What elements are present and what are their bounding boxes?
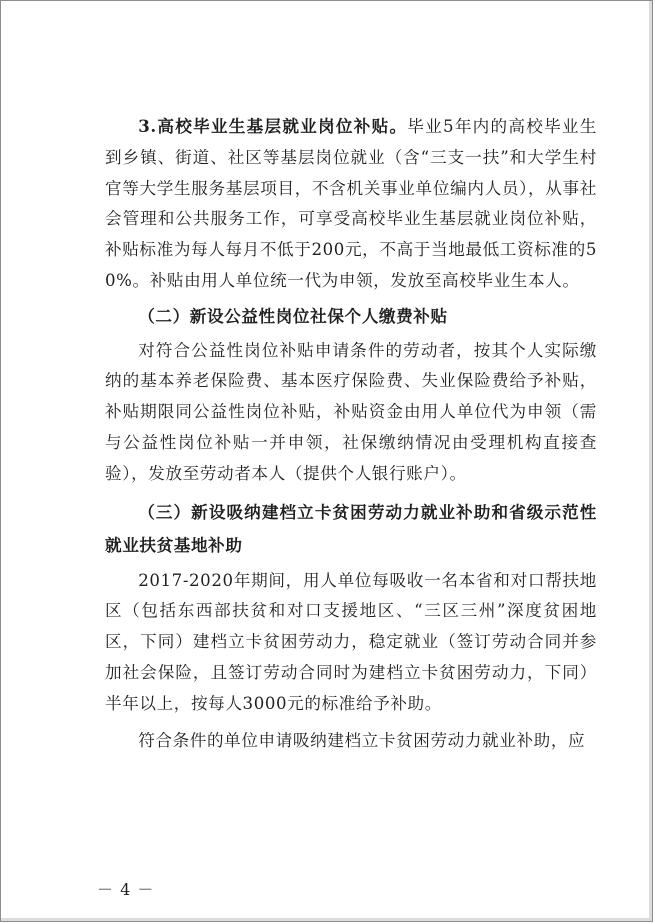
scan-edge-bottom (1, 918, 652, 921)
page-number: － 4 － (97, 880, 155, 899)
section-heading-2: （二）新设公益性岗位社保个人缴费补贴 (138, 305, 448, 326)
paragraph-section-2: 对符合公益性岗位补贴申请条件的劳动者，按其个人实际缴纳的基本养老保险费、基本医疗保险费、失业保险费给予补贴，补贴期限同公益性岗位补贴，补贴资金由用人单位代为申领（需与公益性岗位补贴一并申领，社保缴纳情况由受理机构直接查验），发放至劳动者本人（提供个人银行账户）。 (105, 340, 597, 483)
document-body (105, 111, 597, 756)
paragraph-section-3-continued: 符合条件的单位申请吸纳建档立卡贫困劳动力就业补助，应 (138, 730, 586, 750)
paragraph-lead-bold: 3.高校毕业生基层就业岗位补贴。 (138, 116, 408, 136)
scan-edge-right (649, 1, 652, 921)
paragraph-section-3: 2017-2020年期间，用人单位每吸收一名本省和对口帮扶地区（包括东西部扶贫和对口支援地区、“三区三州”深度贫困地区，下同）建档立卡贫困劳动力，稳定就业（签订劳动合同并参加社会保险，且签订劳动合同时为建档立卡贫困劳动力，下同）半年以上，按每人3000元的标准给予补助。 (105, 570, 597, 713)
section-heading-3: （三）新设吸纳建档立卡贫困劳动力就业补助和省级示范性就业扶贫基地补助 (105, 501, 597, 555)
paragraph-text: 毕业5年内的高校毕业生到乡镇、街道、社区等基层岗位就业（含“三支一扶”和大学生村官等大学生服务基层项目，不含机关事业单位编内人员），从事社会管理和公共服务工作，可享受高校毕业生基层就业岗位补贴，补贴标准为每人每月不低于200元，不高于当地最低工资标准的50%。补贴由用人单位统一代为申领，发放至高校毕业生本人。 (105, 117, 597, 290)
paragraph-subsidy-3 (105, 111, 597, 297)
